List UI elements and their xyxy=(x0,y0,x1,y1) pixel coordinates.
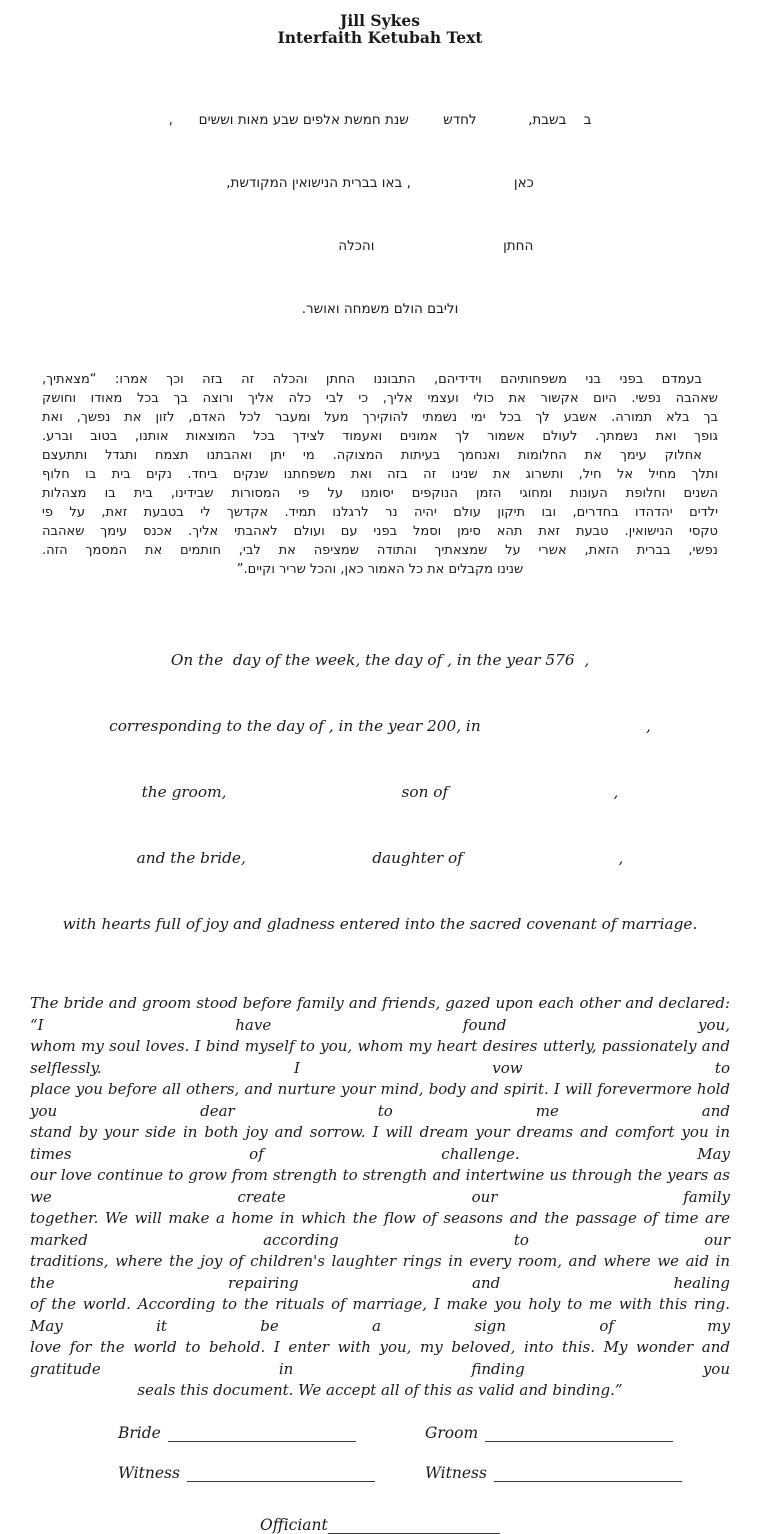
english-bride-line: and the bride, daughter of , xyxy=(136,849,624,867)
witness-left-label: Witness xyxy=(118,1463,180,1482)
bride-signature-cell xyxy=(118,1424,425,1442)
english-text-line: The bride and groom stood before family and friends, gazed upon each other and declared: “I have found you, xyxy=(30,994,730,1034)
english-text-line: of the world. According to the rituals of marriage, I make you holy to me with this ring. May it be a sign of my xyxy=(30,1295,730,1335)
hebrew-text-line: גופך ואת נשמתך. לעולם אשמור לך אמונים ואעמוד לצידך בכל המוצאות אותנו, בטוב וברע. xyxy=(42,429,718,444)
witness-left-signature-cell xyxy=(118,1464,425,1482)
english-text-line: whom my soul loves. I bind myself to you, whom my heart desires utterly, passionately and selflessly. I vow to xyxy=(30,1037,730,1077)
hebrew-text-line: שאהבה נפשי. היום אקשור את כולי ועצמי אליך, כי לבי כלה אליך ורוצה בך בכל מאודו וחושק xyxy=(42,391,718,406)
document-title: Interfaith Ketubah Text xyxy=(277,28,483,47)
hebrew-text-line: בעמדם בפני בני משפחותיהם וידידיהם, התבוננו החתן והכלה זה בזה וכך אמרו: “מצאתיך, xyxy=(42,372,702,387)
witness-right-signature-cell xyxy=(425,1464,732,1482)
english-text-line: together. We will make a home in which the flow of seasons and the passage of time are marked according to our xyxy=(30,1209,730,1249)
english-text-line: stand by your side in both joy and sorrow. I will dream your dreams and comfort you in times of challenge. May xyxy=(30,1123,730,1163)
english-text-line: traditions, where the joy of children's laughter rings in every room, and where we aid in the repairing and healing xyxy=(30,1252,730,1292)
hebrew-closing-line: שנינו מקבלים את כל האמור כאן, והכל שריר וקיים.” xyxy=(236,562,524,577)
witness-left-signature-line xyxy=(187,1466,375,1482)
hebrew-groom-bride-line: החתן והכלה xyxy=(226,238,534,254)
witness-signature-row xyxy=(118,1464,760,1482)
hebrew-text-line: אחלוק עימך את החלומות ואנחמך בעיתות המצוקה. מי יתן ואהבתנו תצמח ותגדל ותתעצם xyxy=(42,448,702,463)
hebrew-place-line: כאן , באו בברית הנישואין המקודשת, xyxy=(226,175,534,191)
english-vow-paragraph xyxy=(30,993,730,1402)
hebrew-text-line: ותלך מחיל אל חיל, ותשרוג את שנינו זה בזה ואת משפחתנו שנקים ביחד. נקים בית בו חלוף xyxy=(42,467,718,482)
bride-signature-line xyxy=(168,1426,356,1442)
signature-section xyxy=(0,1424,760,1534)
groom-signature-line xyxy=(485,1426,673,1442)
english-date-header xyxy=(0,605,760,979)
english-groom-line: the groom, son of , xyxy=(141,783,619,801)
witness-right-signature-line xyxy=(494,1466,682,1482)
hebrew-text-line: טקסי הנישואין. טבעת זאת תהא סימן וסמל בפני עם ועולם לאהבתי אליך. אכנס עימך שאהבה xyxy=(42,524,718,539)
officiant-label: Officiant xyxy=(260,1515,328,1534)
witness-right-label: Witness xyxy=(425,1463,487,1482)
english-covenant-line: with hearts full of joy and gladness entered into the sacred covenant of marriage. xyxy=(62,915,698,933)
bride-groom-signature-row xyxy=(118,1424,760,1442)
english-date-line: On the day of the week, the day of , in the year 576 , xyxy=(170,651,590,669)
hebrew-text-line: השנים וחלופת העונות ומחוגי הזמן הנוקפים יסומנו על פי המסורות שבידינו, בית בו מצהלות xyxy=(42,486,718,501)
hebrew-date-header xyxy=(0,68,760,362)
groom-label: Groom xyxy=(425,1423,479,1442)
hebrew-text-line: נפשי, בברית הזאת, אשרי על שמצאתיך והתודה שמציפה את לבי, חותמים את המסמך הזה. xyxy=(42,543,718,558)
officiant-signature-line xyxy=(328,1518,500,1534)
hebrew-vow-paragraph xyxy=(42,370,718,579)
english-date-line: corresponding to the day of , in the year 200, in , xyxy=(109,717,651,735)
english-closing-line: seals this document. We accept all of this as valid and binding.” xyxy=(137,1381,623,1399)
hebrew-date-line: ב בשבת, לחדש שנת חמשת אלפים שבע מאות וששים , xyxy=(168,112,592,128)
hebrew-hearts-line: וליבם הולם משמחה ואושר. xyxy=(301,301,459,317)
english-text-line: place you before all others, and nurture your mind, body and spirit. I will forevermore hold you dear to me and xyxy=(30,1080,730,1120)
author-name: Jill Sykes xyxy=(340,11,420,30)
english-text-line: love for the world to behold. I enter with you, my beloved, into this. My wonder and gratitude in finding you xyxy=(30,1338,730,1378)
bride-label: Bride xyxy=(118,1423,161,1442)
hebrew-text-line: ילדים יהדהדו בחדרים, ובו תיקון עולם יהיה נר לרגלנו תמיד. אקדשך לי בטבעת זאת, על פי xyxy=(42,505,718,520)
groom-signature-cell xyxy=(425,1424,732,1442)
english-text-line: our love continue to grow from strength to strength and intertwine us through the years as we create our family xyxy=(30,1166,730,1206)
hebrew-text-line: בך בלא תמורה. אשבע לך בכל ימי נשמתי להוקירך מעל ומעבר לכל האדם, לזון את נפשך, ואת xyxy=(42,410,718,425)
title-block xyxy=(0,12,760,46)
officiant-signature-row xyxy=(260,1516,760,1534)
